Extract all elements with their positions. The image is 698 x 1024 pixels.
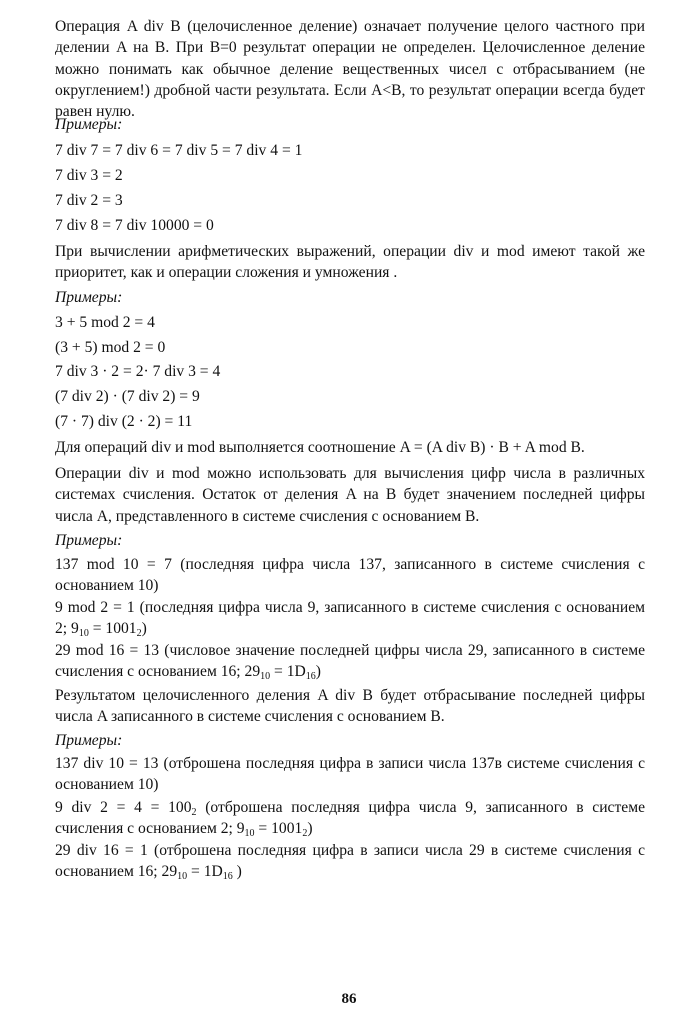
example-line: 7 div 7 = 7 div 6 = 7 div 5 = 7 div 4 = 1 [55,142,303,159]
example-line: 7 div 8 = 7 div 10000 = 0 [55,217,214,234]
example-mod-137: 137 mod 10 = 7 (последняя цифра числа 137, записанного в системе счисления с основанием 10) [55,556,645,595]
example-line: 3 + 5 mod 2 = 4 [55,314,155,331]
paragraph-priority: При вычислении арифметических выражений, операции div и mod имеют такой же приоритет, как и операции сложения и умножения . [55,243,645,282]
example-line: (3 + 5) mod 2 = 0 [55,339,166,356]
examples-label: Примеры: [55,732,123,749]
example-line: 7 div 3 = 2 [55,167,123,184]
paragraph-digits: Операции div и mod можно использовать для вычисления цифр числа в различных системах счисления. Остаток от деления A на B будет значением последней цифры числа A, представленного в системе счисления с основанием B. [55,465,645,525]
example-mod-29: 29 mod 16 = 13 (числовое значение последней цифры числа 29, записанного в системе счисления с основанием 16; $29_{10} = 1D_{16}$) [55,642,645,683]
example-line: (7 · 7) div (2 · 2) = 11 [55,413,193,430]
examples-label: Примеры: [55,116,123,133]
example-div-137: 137 div 10 = 13 (отброшена последняя цифра в записи числа 137в системе счисления с основанием 10) [55,755,645,794]
example-line: 7 div 3 · 2 = 2· 7 div 3 = 4 [55,363,221,380]
example-div-9: 9 div $2 = 4 = 100_2$ (отброшена последняя цифра числа 9, записанного в системе счисления с основанием 2; $9_{10} = 1001_2$) [55,799,646,840]
examples-label: Примеры: [55,532,123,549]
example-line: 7 div 2 = 3 [55,192,123,209]
example-div-29: 29 div 16 = 1 (отброшена последняя цифра в записи числа 29 в системе счисления с основанием 16; $29_{10} = 1D_{16}$ ) [55,842,645,883]
paragraph-div-result: Результатом целочисленного деления A div B будет отбрасывание последней цифры числа A записанного в системе счисления с основанием B. [55,687,645,726]
paragraph-div-definition: Операция A div B (целочисленное деление) означает получение целого частного при делении A на B. При B=0 результат операции не определен. Целочисленное деление можно понимать как обычное деление вещественных чисел с отбрасыванием (не округлением!) дробной части результата. Если A<B, то результат операции всегда будет равен нулю. [55,18,645,121]
example-line: (7 div 2) · (7 div 2) = 9 [55,388,200,405]
examples-label: Примеры: [55,289,123,306]
paragraph-relation: Для операций div и mod выполняется соотношение A = (A div B) · B + A mod B. [55,439,585,456]
page-number: 86 [341,991,357,1007]
example-mod-9: 9 mod 2 = 1 (последняя цифра числа 9, записанного в системе счисления с основанием 2; $9_{10} = 1001_2$) [55,599,645,640]
